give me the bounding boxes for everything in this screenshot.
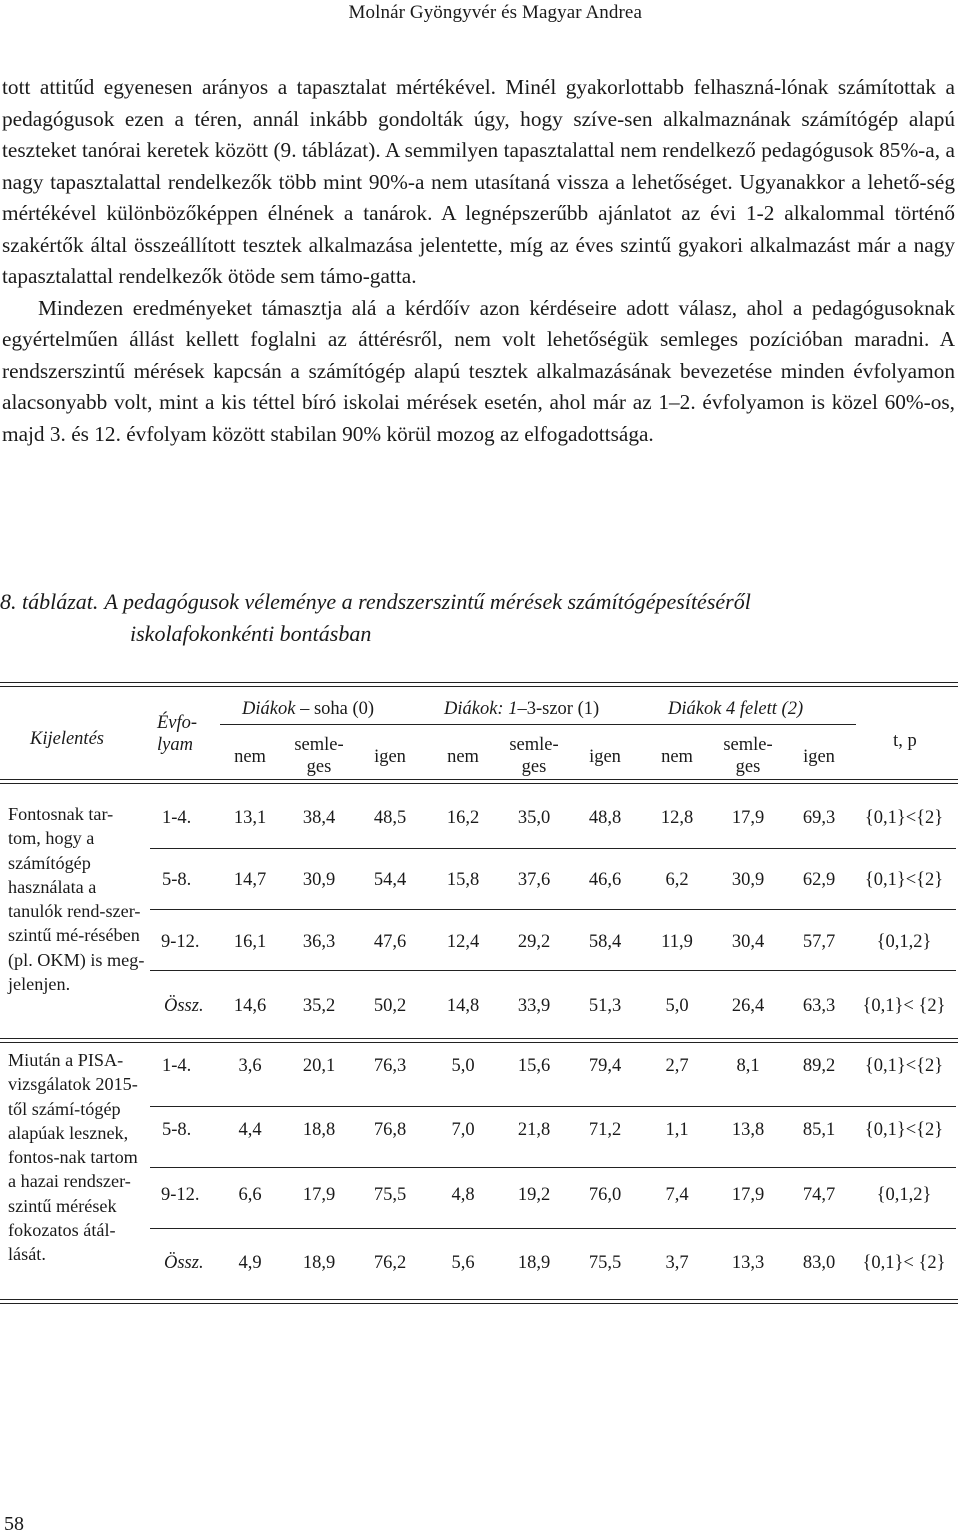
value-cell: 85,1: [802, 1120, 836, 1140]
value-cell: 26,4: [731, 996, 765, 1016]
group-underline: [220, 724, 856, 725]
table-caption: [0, 586, 958, 650]
value-cell: 37,6: [517, 870, 551, 890]
header-group-1-mid: –3-szor: [517, 699, 578, 719]
header-group-0-pre: Diákok: [242, 699, 296, 719]
value-cell: 76,2: [373, 1253, 407, 1273]
value-cell: 35,2: [302, 996, 336, 1016]
subheader-semleges-line2: ges: [306, 757, 332, 777]
value-cell: 74,7: [802, 1185, 836, 1205]
statement-text: Miután a PISA-vizsgálatok 2015-től számí-tógép alapúak lesznek, fontos-nak tartom a hazai rendszer-szintű mérések fokozatos átál-lását.: [8, 1050, 138, 1265]
row-divider: [150, 1228, 956, 1229]
grade-cell: 1-4.: [162, 1056, 192, 1076]
value-cell: 4,4: [238, 1120, 262, 1140]
value-cell: 30,9: [731, 870, 765, 890]
grade-cell: Össz.: [164, 996, 204, 1016]
value-cell: 62,9: [802, 870, 836, 890]
value-cell: 13,8: [731, 1120, 765, 1140]
tp-cell: {0,1}<{2}: [864, 808, 944, 828]
value-cell: 71,2: [588, 1120, 622, 1140]
value-cell: 12,4: [446, 932, 480, 952]
value-cell: 3,7: [665, 1253, 689, 1273]
row-divider: [150, 1167, 956, 1168]
value-cell: 5,6: [451, 1253, 475, 1273]
value-cell: 6,6: [238, 1185, 262, 1205]
value-cell: 1,1: [665, 1120, 689, 1140]
row-divider: [150, 970, 956, 971]
value-cell: 14,7: [233, 870, 267, 890]
table-caption-title: A pedagógusok véleménye a rendszerszintű mérések számítógépesítéséről: [104, 589, 751, 614]
header-group-0-post: (0): [352, 699, 375, 719]
tp-cell: {0,1,2}: [876, 1185, 932, 1205]
value-cell: 7,4: [665, 1185, 689, 1205]
value-cell: 4,9: [238, 1253, 262, 1273]
header-grade-line2: lyam: [157, 735, 193, 755]
row-divider: [150, 1106, 956, 1107]
subheader-igen: igen: [803, 747, 835, 767]
value-cell: 7,0: [451, 1120, 475, 1140]
header-group-1-pre: Diákok: 1: [444, 699, 518, 719]
subheader-semleges-line1: semle-: [723, 735, 773, 755]
value-cell: 38,4: [302, 808, 336, 828]
header-bottom-rule: [0, 779, 958, 780]
block-rule-double: [0, 1042, 958, 1043]
block-rule: [0, 1038, 958, 1039]
table-top-rule: [0, 682, 958, 683]
value-cell: 30,4: [731, 932, 765, 952]
header-bottom-rule-double: [0, 783, 958, 784]
value-cell: 8,1: [736, 1056, 760, 1076]
body-text: [2, 72, 955, 450]
statement-text: Fontosnak tar-tom, hogy a számítógép használata a tanulók rend-szer-szintű mé-résében (pl. OKM) is meg-jelenjen.: [8, 804, 145, 995]
paragraph: Mindezen eredményeket támasztja alá a kérdőív azon kérdéseire adott válasz, ahol a pedagógusoknak egyértelműen állást kellett foglalni az áttérésről, nem volt lehetőségük semleges pozícióban maradni. A rendszerszintű mérések kapcsán a számítógép alapú tesztek alkalmazásának bevezetése minden évfolyamon alacsonyabb volt, mint a kis téttel bíró iskolai mérések esetén, ahol már az 1–2. évfolyamon is közel 60%-os, majd 3. és 12. évfolyam között stabilan 90% körül mozog az elfogadottsága.: [2, 295, 955, 446]
block-rule-double: [0, 1303, 958, 1304]
value-cell: 17,9: [302, 1185, 336, 1205]
value-cell: 12,8: [660, 808, 694, 828]
value-cell: 36,3: [302, 932, 336, 952]
tp-cell: {0,1,2}: [876, 932, 932, 952]
value-cell: 4,8: [451, 1185, 475, 1205]
subheader-nem: nem: [234, 747, 266, 767]
subheader-semleges-line2: ges: [735, 757, 761, 777]
value-cell: 83,0: [802, 1253, 836, 1273]
value-cell: 57,7: [802, 932, 836, 952]
header-grade-line1: Évfo-: [157, 713, 198, 733]
value-cell: 13,3: [731, 1253, 765, 1273]
header-group-1: [444, 698, 599, 720]
value-cell: 17,9: [731, 1185, 765, 1205]
value-cell: 35,0: [517, 808, 551, 828]
running-header: Molnár Gyöngyvér és Magyar Andrea: [348, 2, 642, 23]
value-cell: 54,4: [373, 870, 407, 890]
data-table: [0, 682, 958, 1322]
subheader-igen: igen: [589, 747, 621, 767]
value-cell: 2,7: [665, 1056, 689, 1076]
table-caption-title-cont: iskolafokonkénti bontásban: [130, 621, 372, 646]
value-cell: 50,2: [373, 996, 407, 1016]
subheader-semleges: [494, 734, 574, 778]
header-tp: t, p: [893, 731, 917, 751]
value-cell: 15,8: [446, 870, 480, 890]
value-cell: 30,9: [302, 870, 336, 890]
row-divider: [150, 848, 956, 849]
value-cell: 47,6: [373, 932, 407, 952]
value-cell: 18,9: [302, 1253, 336, 1273]
value-cell: 3,6: [238, 1056, 262, 1076]
value-cell: 14,8: [446, 996, 480, 1016]
subheader-semleges-line1: semle-: [509, 735, 559, 755]
value-cell: 13,1: [233, 808, 267, 828]
grade-cell: 9-12.: [161, 1185, 200, 1205]
subheader-igen: igen: [374, 747, 406, 767]
value-cell: 76,3: [373, 1056, 407, 1076]
header-statement: Kijelentés: [30, 729, 104, 749]
value-cell: 6,2: [665, 870, 689, 890]
value-cell: 20,1: [302, 1056, 336, 1076]
value-cell: 17,9: [731, 808, 765, 828]
header-grade: [157, 712, 197, 756]
grade-cell: 9-12.: [161, 932, 200, 952]
value-cell: 11,9: [661, 932, 693, 952]
subheader-semleges-line1: semle-: [294, 735, 344, 755]
value-cell: 5,0: [665, 996, 689, 1016]
grade-cell: 5-8.: [162, 1120, 192, 1140]
value-cell: 33,9: [517, 996, 551, 1016]
value-cell: 75,5: [588, 1253, 622, 1273]
value-cell: 29,2: [517, 932, 551, 952]
paragraph: tott attitűd egyenesen arányos a tapasztalat mértékével. Minél gyakorlottabb felhaszná-lónak számítottak a pedagógusok ezen a téren, annál inkább gondolták úgy, hogy szíve-sen alkalmaznának számítógép alapú teszteket tanórai keretek között (9. táblázat). A semmilyen tapasztalattal nem rendelkező pedagógusok 85%-a, a nagy tapasztalattal rendelkezők több mint 90%-a nem utasítaná vissza a lehetőséget. Ugyanakkor a lehető-ség mértékével különbözőképpen élnének a tanárok. A legnépszerűbb ajánlatot az évi 1-2 alkalommal történő szakértők által összeállított tesztek alkalmazása jelentette, míg az éves szintű gyakori alkalmazást már a nagy tapasztalattal rendelkezők ötöde sem támo-gatta.: [2, 75, 955, 288]
value-cell: 79,4: [588, 1056, 622, 1076]
value-cell: 51,3: [588, 996, 622, 1016]
grade-cell: Össz.: [164, 1253, 204, 1273]
header-group-0-mid: – soha: [295, 699, 353, 719]
value-cell: 46,6: [588, 870, 622, 890]
header-group-2: Diákok 4 felett (2): [668, 699, 804, 719]
subheader-nem: nem: [447, 747, 479, 767]
page-number: 58: [4, 1513, 24, 1535]
value-cell: 76,0: [588, 1185, 622, 1205]
grade-cell: 1-4.: [162, 808, 192, 828]
value-cell: 18,8: [302, 1120, 336, 1140]
table-top-rule-double: [0, 686, 958, 687]
value-cell: 63,3: [802, 996, 836, 1016]
value-cell: 48,5: [373, 808, 407, 828]
value-cell: 76,8: [373, 1120, 407, 1140]
value-cell: 18,9: [517, 1253, 551, 1273]
subheader-semleges-line2: ges: [521, 757, 547, 777]
value-cell: 16,1: [233, 932, 267, 952]
value-cell: 5,0: [451, 1056, 475, 1076]
tp-cell: {0,1}<{2}: [864, 870, 944, 890]
grade-cell: 5-8.: [162, 870, 192, 890]
table-caption-label: 8. táblázat.: [0, 589, 99, 614]
value-cell: 48,8: [588, 808, 622, 828]
value-cell: 89,2: [802, 1056, 836, 1076]
value-cell: 21,8: [517, 1120, 551, 1140]
value-cell: 58,4: [588, 932, 622, 952]
header-group-0: [242, 698, 374, 720]
tp-cell: {0,1}<{2}: [864, 1056, 944, 1076]
value-cell: 69,3: [802, 808, 836, 828]
subheader-semleges: [708, 734, 788, 778]
row-divider: [150, 909, 956, 910]
value-cell: 16,2: [446, 808, 480, 828]
subheader-nem: nem: [661, 747, 693, 767]
value-cell: 15,6: [517, 1056, 551, 1076]
block-rule: [0, 1299, 958, 1300]
value-cell: 14,6: [233, 996, 267, 1016]
header-group-1-post: (1): [577, 699, 600, 719]
tp-cell: {0,1}< {2}: [862, 996, 946, 1016]
subheader-semleges: [279, 734, 359, 778]
tp-cell: {0,1}< {2}: [862, 1253, 946, 1273]
value-cell: 19,2: [517, 1185, 551, 1205]
value-cell: 75,5: [373, 1185, 407, 1205]
tp-cell: {0,1}<{2}: [864, 1120, 944, 1140]
